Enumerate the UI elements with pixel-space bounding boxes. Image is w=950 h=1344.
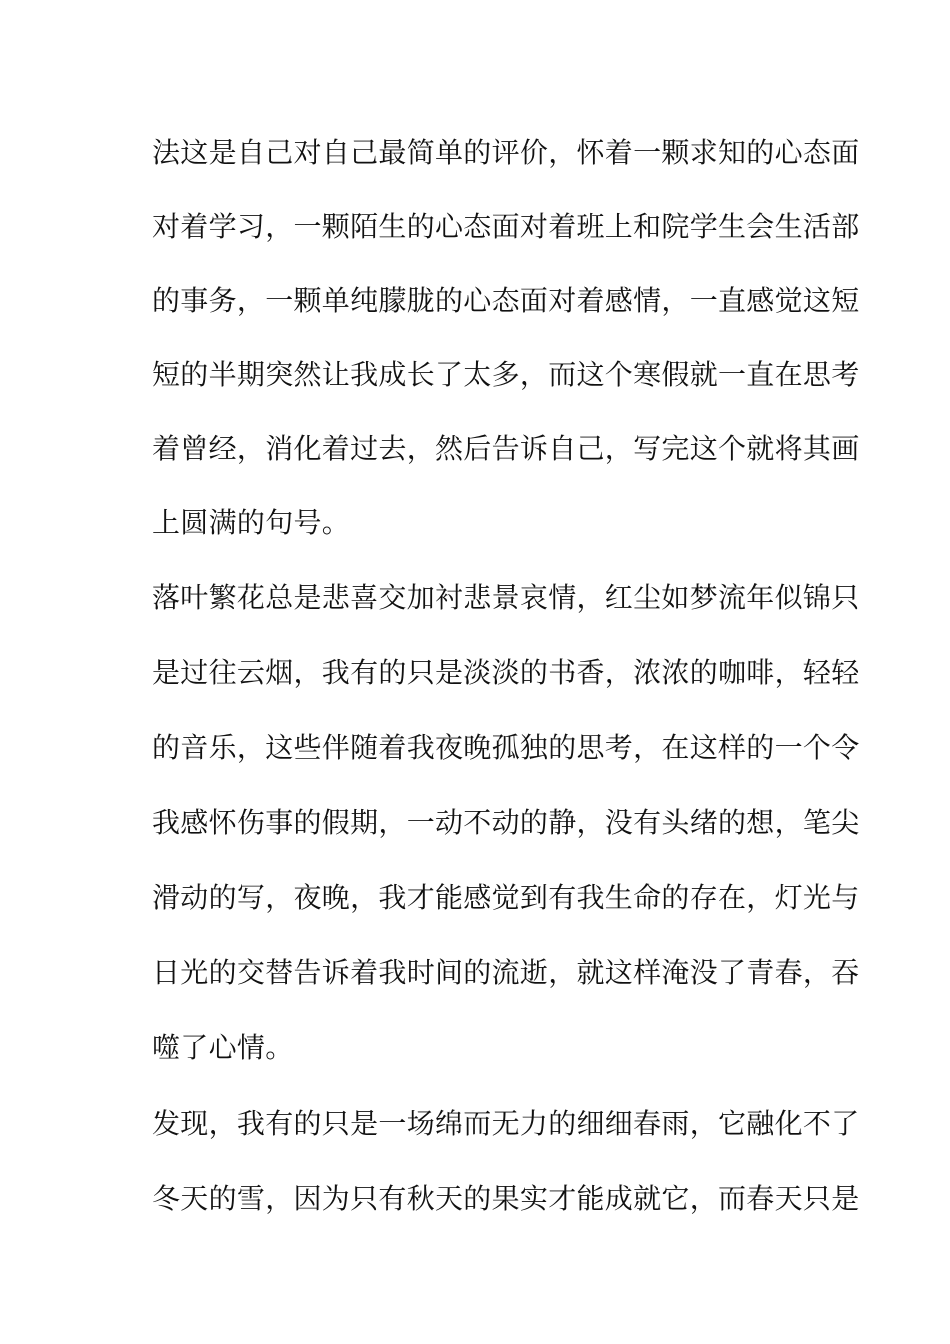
paragraph-2-line-6: 日光的交替告诉着我时间的流逝，就这样淹没了青春，吞 (152, 956, 860, 989)
paragraph-2-line-7: 噬了心情。 (152, 1031, 294, 1064)
paragraph-3-line-1: 发现，我有的只是一场绵而无力的细细春雨，它融化不了 (152, 1107, 860, 1140)
paragraph-2-line-5: 滑动的写，夜晚，我才能感觉到有我生命的存在，灯光与 (152, 881, 860, 914)
paragraph-2-line-1: 落叶繁花总是悲喜交加衬悲景哀情，红尘如梦流年似锦只 (152, 581, 860, 614)
paragraph-1-line-4: 短的半期突然让我成长了太多，而这个寒假就一直在思考 (152, 358, 860, 391)
paragraph-2-line-4: 我感怀伤事的假期，一动不动的静，没有头绪的想，笔尖 (152, 806, 860, 839)
paragraph-2-line-3: 的音乐，这些伴随着我夜晚孤独的思考，在这样的一个令 (152, 731, 860, 764)
paragraph-3-line-2: 冬天的雪，因为只有秋天的果实才能成就它，而春天只是 (152, 1182, 860, 1215)
paragraph-1-line-2: 对着学习，一颗陌生的心态面对着班上和院学生会生活部 (152, 210, 860, 243)
paragraph-1-line-5: 着曾经，消化着过去，然后告诉自己，写完这个就将其画 (152, 432, 860, 465)
paragraph-1-line-1: 法这是自己对自己最简单的评价，怀着一颗求知的心态面 (152, 136, 860, 169)
paragraph-1-line-3: 的事务，一颗单纯朦胧的心态面对着感情，一直感觉这短 (152, 284, 860, 317)
paragraph-2-line-2: 是过往云烟，我有的只是淡淡的书香，浓浓的咖啡，轻轻 (152, 656, 860, 689)
paragraph-1-line-6: 上圆满的句号。 (152, 506, 351, 539)
